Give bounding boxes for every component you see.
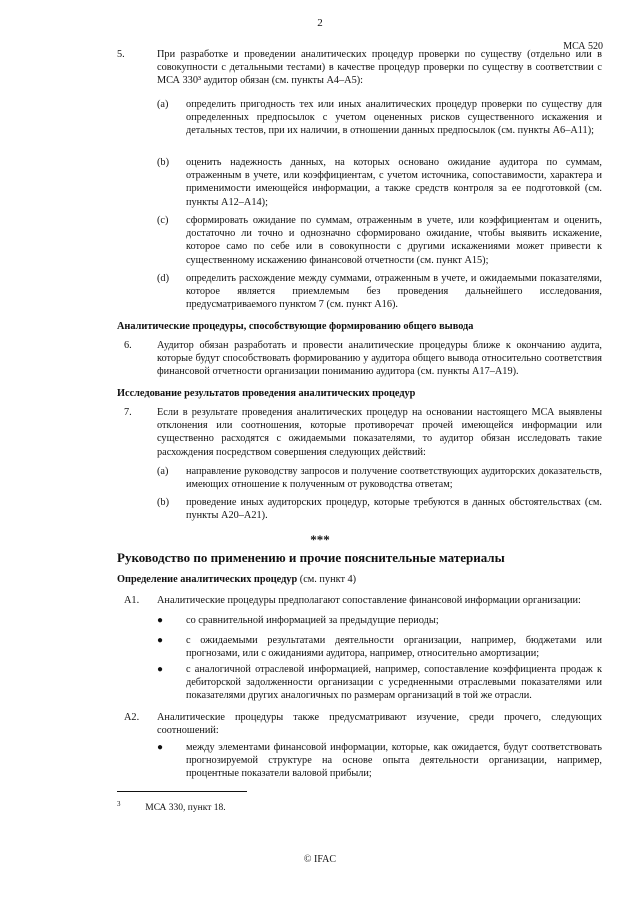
bullet-text: между элементами финансовой информации, которые, как ожидается, будут соответствовать прогнозируемой структуре на основе опыта деятельности организации, например, процентные показатели валовой прибыли; (186, 742, 602, 780)
bullet-text: со сравнительной информацией за предыдущие периоды; (186, 615, 439, 626)
item-label: (b) (157, 497, 170, 508)
item-text: определить пригодность тех или иных аналитических процедур проверки по существу для определенных предпосылок с учетом оцененных рисков существенного искажения и детальных тестов, при их наличии, в отношении данных предпосылок (см. пункты А6–А11); (186, 99, 602, 137)
paragraph-number: 5. (117, 49, 125, 60)
bullet-icon: ● (157, 615, 164, 626)
paragraph-text: Аналитические процедуры также предусматривают изучение, среди прочего, следующих соотношений: (157, 712, 602, 737)
paragraph-text: Аналитические процедуры предполагают сопоставление финансовой информации организации: (157, 595, 581, 606)
bullet-icon: ● (157, 635, 164, 646)
bullet-text: с аналогичной отраслевой информацией, например, сопоставление коэффициента продаж к дебиторской задолженности организации с усредненными отраслевыми показателями или показателями других аналогичных по размерам организаций в той же отрасли. (186, 664, 602, 702)
item-text: сформировать ожидание по суммам, отраженным в учете, или коэффициентам и оценить, достаточно ли точно и однозначно сформировано ожидание, чтобы выявить искажение, которое само по себе или в совокупности с другими искажениями может привести к существенному искажению финансовой отчетности (см. пункт А15); (186, 215, 602, 266)
subsection-ref: (см. пункт 4) (297, 574, 357, 585)
heading-analytical-overall: Аналитические процедуры, способствующие формированию общего вывода (117, 321, 474, 332)
page-footer: © IFAC (303, 854, 337, 865)
item-text: направление руководству запросов и получение соответствующих аудиторских доказательств, имеющих отношение к полученным от руководства ответам; (186, 466, 602, 491)
heading-investigation: Исследование результатов проведения аналитических процедур (117, 388, 416, 399)
item-label: (b) (157, 157, 170, 168)
paragraph-text: Аудитор обязан разработать и провести аналитические процедуры ближе к окончанию аудита, которые будут способствовать формированию у аудитора общего вывода относительно соответствия финансовой отчетности организации пониманию аудитора (см. пункты А17–А19). (157, 340, 602, 378)
paragraph-number: 6. (124, 340, 132, 351)
item-label: (c) (157, 215, 169, 226)
paragraph-number: 7. (124, 407, 132, 418)
paragraph-number: A2. (124, 712, 140, 723)
footnote (117, 798, 226, 815)
item-label: (a) (157, 466, 169, 477)
section-separator: *** (310, 532, 330, 547)
paragraph-text: Если в результате проведения аналитических процедур на основании настоящего МСА выявлены отклонения или соотношения, которые противоречат прочей имеющейся информации или существенно расходятся с ожидаемыми показателями, то аудитор обязан исследовать такие расхождения посредством совершения следующих действий: (157, 407, 602, 458)
item-label: (d) (157, 273, 170, 284)
footnote-divider (117, 791, 247, 792)
item-text: определить расхождение между суммами, отраженным в учете, и ожидаемыми показателями, которое является приемлемым без проведения дальнейшего исследования, предусматриваемого пунктом 7 (см. пункт А16). (186, 273, 602, 311)
document-id: МСА 520 (563, 41, 603, 52)
page-number: 2 (317, 17, 323, 29)
bullet-icon: ● (157, 742, 164, 753)
item-text: оценить надежность данных, на которых основано ожидание аудитора по суммам, отраженным в учете, или коэффициентам, с учетом источника, сопоставимости, характера и применимости имеющейся информации, а также средств контроля за ее подготовкой (см. пункты А12–А14); (186, 157, 602, 208)
bullet-icon: ● (157, 664, 164, 675)
footnote-mark: 3 (117, 800, 121, 808)
item-label: (a) (157, 99, 169, 110)
item-text: проведение иных аудиторских процедур, которые требуются в данных обстоятельствах (см. пункты А20–А21). (186, 497, 602, 522)
bullet-text: с ожидаемыми результатами деятельности организации, например, бюджетами или прогнозами, или с ожиданиями аудитора, например, относительно амортизации; (186, 635, 602, 660)
subsection-title: Определение аналитических процедур (117, 574, 298, 585)
subsection-heading (117, 573, 356, 586)
paragraph-text: При разработке и проведении аналитических процедур проверки по существу (отдельно или в совокупности с детальными тестами) в качестве процедур проверки по существу в соответствии с МСА 330³ аудитор обязан (см. пункты А4–А5): (157, 49, 602, 87)
footnote-text: МСА 330, пункт 18. (145, 803, 226, 814)
paragraph-number: A1. (124, 595, 140, 606)
section-title: Руководство по применению и прочие пояснительные материалы (117, 550, 505, 565)
